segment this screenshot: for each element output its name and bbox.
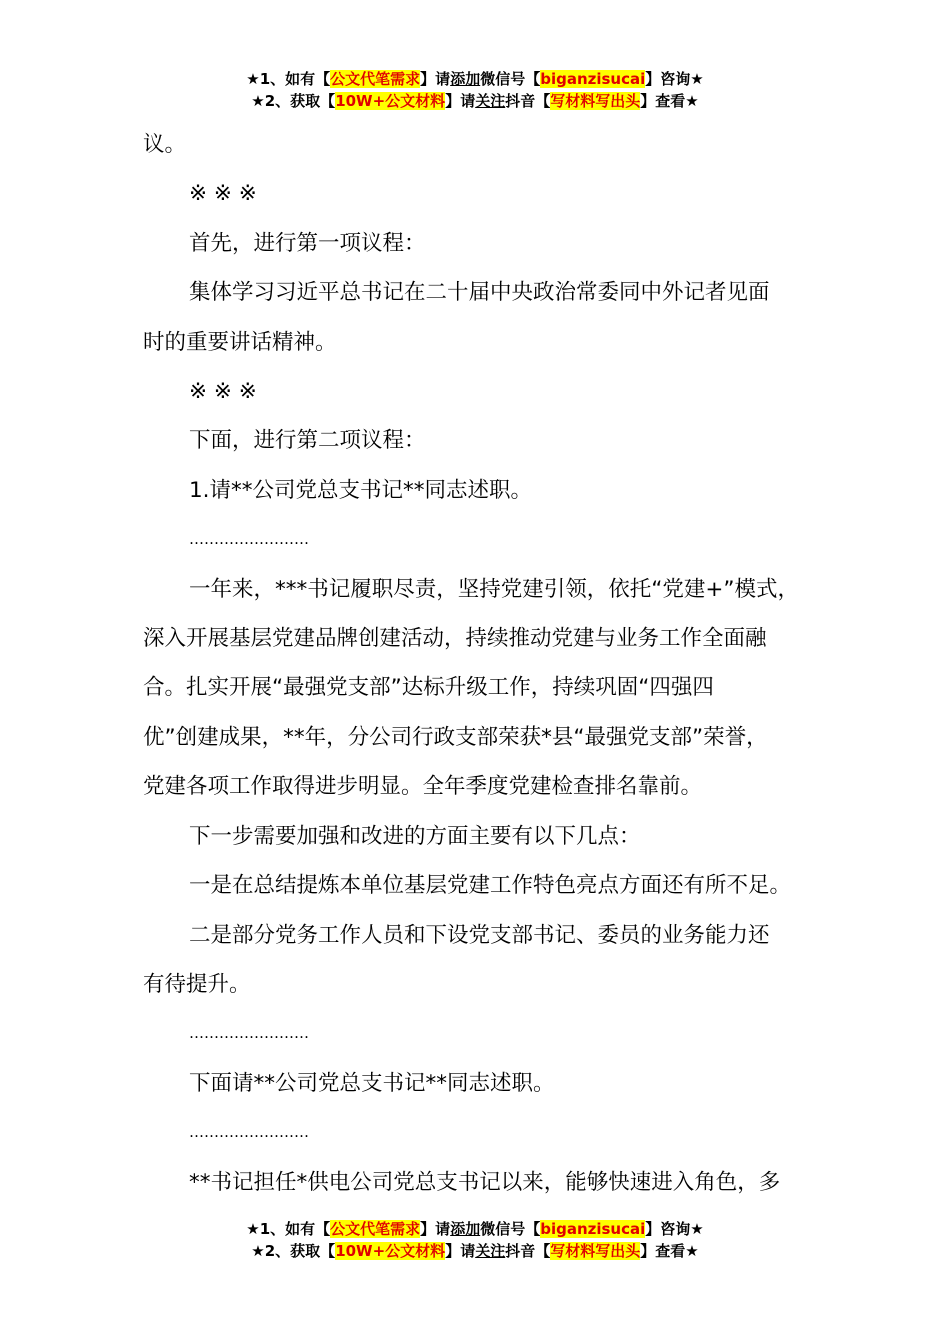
- banner-text: 抖音【: [505, 92, 551, 110]
- text-line: 深入开展基层党建品牌创建活动，持续推动党建与业务工作全面融: [143, 626, 767, 652]
- text-line: 有待提升。: [143, 971, 251, 997]
- banner-emphasis: 关注: [475, 1242, 506, 1260]
- banner-text: 】请: [445, 92, 476, 110]
- banner-text: 】请: [420, 1220, 451, 1238]
- banner-line-1: [0, 1218, 950, 1240]
- banner-highlight: 10W+公文材料: [335, 1242, 446, 1260]
- text-line: 一年来，***书记履职尽责，坚持党建引领，依托“党建+”模式，: [189, 576, 800, 602]
- ellipsis-line: ……………………: [189, 530, 309, 549]
- banner-line-2: [0, 1240, 950, 1262]
- banner-text: ★1、如有【: [246, 70, 331, 88]
- text-line: 下一步需要加强和改进的方面主要有以下几点：: [189, 823, 641, 849]
- ellipsis-line: ……………………: [189, 1024, 309, 1043]
- banner-text: 微信号【: [480, 1220, 541, 1238]
- banner-highlight: 写材料写出头: [550, 92, 641, 110]
- banner-text: ★2、获取【: [251, 1242, 336, 1260]
- section-divider: ※ ※ ※: [189, 181, 257, 207]
- banner-highlight: 10W+公文材料: [335, 92, 446, 110]
- agenda-heading: 下面，进行第二项议程：: [189, 428, 426, 454]
- banner-emphasis: 添加: [450, 70, 481, 88]
- banner-highlight: biganzisucai: [540, 1220, 646, 1238]
- banner-line-1: [0, 68, 950, 90]
- banner-text: ★1、如有【: [246, 1220, 331, 1238]
- text-line: 二是部分党务工作人员和下设党支部书记、委员的业务能力还: [189, 922, 770, 948]
- banner-text: 微信号【: [480, 70, 541, 88]
- section-divider: ※ ※ ※: [189, 379, 257, 405]
- banner-line-2: [0, 90, 950, 112]
- text-line: 议。: [143, 132, 187, 157]
- banner-highlight: 公文代笔需求: [330, 1220, 421, 1238]
- banner-emphasis: 关注: [475, 92, 506, 110]
- banner-text: ★2、获取【: [251, 92, 336, 110]
- text-line: 合。扎实开展“最强党支部”达标升级工作，持续巩固“四强四: [143, 675, 714, 701]
- footer-banner: [0, 1218, 950, 1262]
- banner-text: 】请: [445, 1242, 476, 1260]
- document-body: [143, 120, 833, 1207]
- text-line: 下面请**公司党总支书记**同志述职。: [189, 1070, 555, 1096]
- text-line: 党建各项工作取得进步明显。全年季度党建检查排名靠前。: [143, 774, 703, 800]
- header-banner: [0, 68, 950, 112]
- banner-text: 抖音【: [505, 1242, 551, 1260]
- text-line: **书记担任*供电公司党总支书记以来，能够快速进入角色，多: [189, 1169, 781, 1195]
- banner-emphasis: 添加: [450, 1220, 481, 1238]
- banner-text: 】查看★: [640, 92, 699, 110]
- text-line: 集体学习习近平总书记在二十届中央政治常委同中外记者见面: [189, 280, 770, 306]
- banner-text: 】请: [420, 70, 451, 88]
- banner-highlight: biganzisucai: [540, 70, 646, 88]
- agenda-heading: 首先，进行第一项议程：: [189, 230, 426, 256]
- text-line: 时的重要讲话精神。: [143, 329, 337, 355]
- banner-highlight: 写材料写出头: [550, 1242, 641, 1260]
- banner-text: 】咨询★: [645, 1220, 704, 1238]
- banner-text: 】咨询★: [645, 70, 704, 88]
- text-line: 优”创建成果，**年，分公司行政支部荣获*县“最强党支部”荣誉，: [143, 724, 768, 750]
- ellipsis-line: ……………………: [189, 1123, 309, 1142]
- banner-highlight: 公文代笔需求: [330, 70, 421, 88]
- banner-text: 】查看★: [640, 1242, 699, 1260]
- text-line: 一是在总结提炼本单位基层党建工作特色亮点方面还有所不足。: [189, 873, 792, 899]
- text-line: 1.请**公司党总支书记**同志述职。: [189, 477, 533, 503]
